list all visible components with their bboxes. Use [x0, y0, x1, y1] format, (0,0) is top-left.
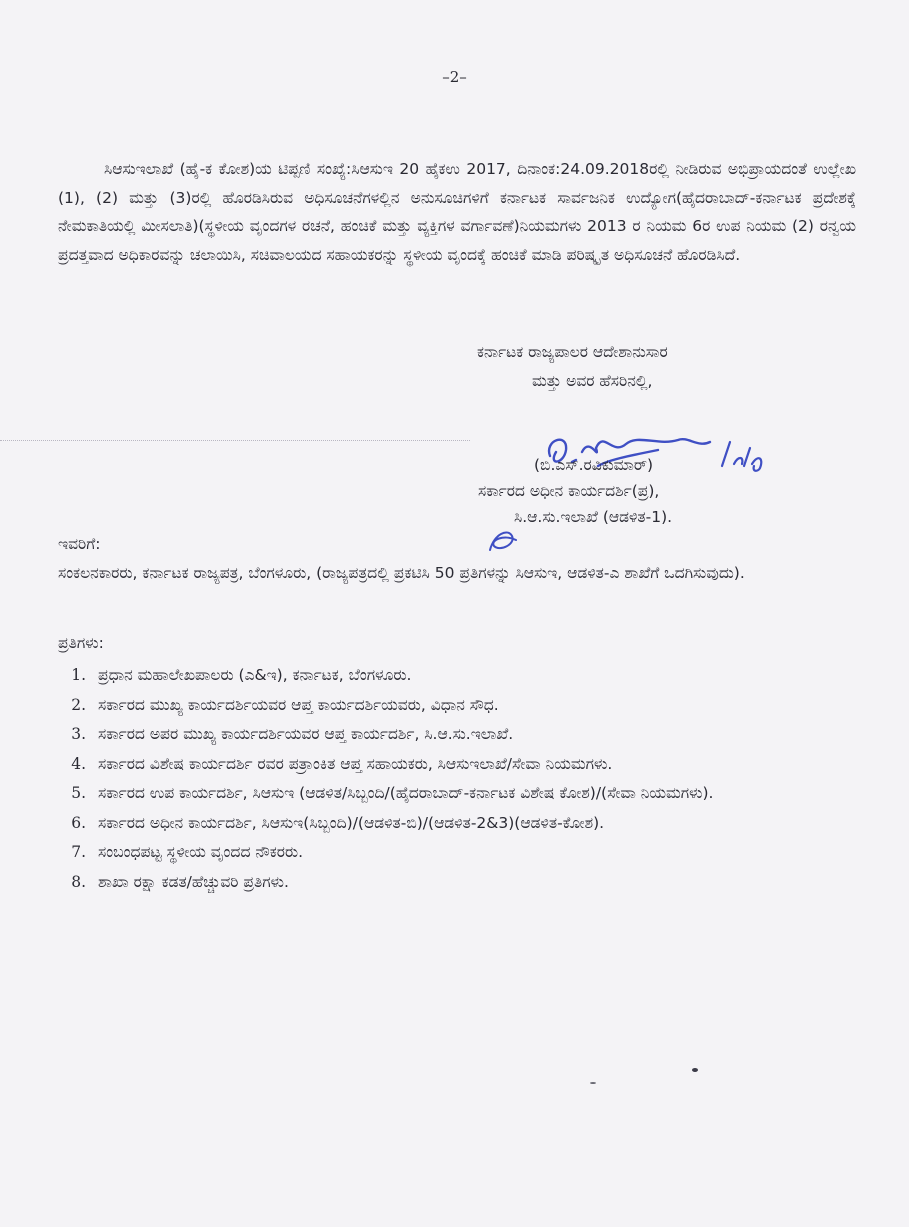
item-number: 4. [71, 754, 86, 773]
signatory-name: (ಬಿ.ಎಸ್.ರವಿಕುಮಾರ್) [534, 456, 654, 474]
initial-mark [486, 526, 520, 556]
list-item [58, 693, 888, 719]
copies-list [58, 663, 888, 899]
designation: ಸರ್ಕಾರದ ಅಧೀನ ಕಾರ್ಯದರ್ಶಿ(ಪ್ರ), [478, 482, 660, 500]
item-text: ಶಾಖಾ ರಕ್ಷಾ ಕಡತ/ಹೆಚ್ಚುವರಿ ಪ್ರತಿಗಳು. [98, 872, 289, 891]
list-item [58, 840, 888, 866]
scan-speck [590, 1082, 596, 1084]
item-text: ಪ್ರಧಾನ ಮಹಾಲೇಖಪಾಲರು (ಎ&ಇ), ಕರ್ನಾಟಕ, ಬೆಂಗಳೂರು. [98, 666, 412, 684]
item-number: 6. [71, 813, 86, 832]
body-paragraph: ಸಿಆಸುಇಲಾಖೆ (ಹೈ-ಕ ಕೋಶ)ಯ ಟಿಪ್ಪಣಿ ಸಂಖ್ಯೆ:ಸಿಆಸುಇ 20 ಹೈಕಉ 2017, ದಿನಾಂಕ:24.09.2018ರಲ್ಲಿ ನೀಡಿರುವ ಅಭಿಪ್ರಾಯದಂತೆ ಉಲ್ಲೇಖ (1), (2) ಮತ್ತು (3)ರಲ್ಲಿ ಹೊರಡಿಸಿರುವ ಅಧಿಸೂಚನೆಗಳಲ್ಲಿನ ಅನುಸೂಚಿಗಳಿಗೆ ಕರ್ನಾಟಕ ಸಾರ್ವಜನಿಕ ಉದ್ಯೋಗ(ಹೈದರಾಬಾದ್-ಕರ್ನಾಟಕ ಪ್ರದೇಶಕ್ಕೆ ನೇಮಕಾತಿಯಲ್ಲಿ ಮೀಸಲಾತಿ)(ಸ್ಥಳೀಯ ವೃಂದಗಳ ರಚನೆ, ಹಂಚಿಕೆ ಮತ್ತು ವ್ಯಕ್ತಿಗಳ ವರ್ಗಾವಣೆ)ನಿಯಮಗಳು 2013 ರ ನಿಯಮ 6ರ ಉಪ ನಿಯಮ (2) ರನ್ವಯ ಪ್ರದತ್ತವಾದ ಅಧಿಕಾರವನ್ನು ಚಲಾಯಿಸಿ, ಸಚಿವಾಲಯದ ಸಹಾಯಕರನ್ನು ಸ್ಥಳೀಯ ವೃಂದಕ್ಕೆ ಹಂಚಿಕೆ ಮಾಡಿ ಪರಿಷ್ಕೃತ ಅಧಿಸೂಚನೆ ಹೊರಡಿಸಿದೆ. [58, 160, 856, 264]
item-text: ಸರ್ಕಾರದ ಅಧೀನ ಕಾರ್ಯದರ್ಶಿ, ಸಿಆಸುಇ(ಸಿಬ್ಬಂದಿ)/(ಆಡಳಿತ-ಬಿ)/(ಆಡಳಿತ-2&3)(ಆಡಳಿತ-ಕೋಶ). [98, 813, 605, 832]
dotted-divider [0, 440, 470, 441]
item-number: 1. [71, 666, 86, 684]
scan-speck [692, 1068, 698, 1072]
list-item [58, 722, 888, 748]
item-text: ಸರ್ಕಾರದ ಮುಖ್ಯ ಕಾರ್ಯದರ್ಶಿಯವರ ಆಪ್ತ ಕಾರ್ಯದರ್ಶಿಯವರು, ವಿಧಾನ ಸೌಧ. [98, 695, 499, 714]
item-text: ಸರ್ಕಾರದ ಅಪರ ಮುಖ್ಯ ಕಾರ್ಯದರ್ಶಿಯವರ ಆಪ್ತ ಕಾರ್ಯದರ್ಶಿ, ಸಿ.ಆ.ಸು.ಇಲಾಖೆ. [98, 725, 514, 743]
page-number: –2– [442, 68, 467, 86]
to-label: ಇವರಿಗೆ: [58, 535, 101, 553]
list-item [58, 752, 888, 778]
list-item [58, 870, 888, 896]
list-item [58, 811, 888, 837]
item-number: 7. [71, 843, 86, 861]
copies-label: ಪ್ರತಿಗಳು: [58, 634, 104, 652]
item-number: 2. [71, 695, 86, 714]
list-item [58, 663, 888, 689]
to-recipient: ಸಂಕಲನಕಾರರು, ಕರ್ನಾಟಕ ರಾಜ್ಯಪತ್ರ, ಬೆಂಗಳೂರು, (ರಾಜ್ಯಪತ್ರದಲ್ಲಿ ಪ್ರಕಟಿಸಿ 50 ಪ್ರತಿಗಳನ್ನು ಸಿಆಸುಇ, ಆಡಳಿತ-ಎ ಶಾಖೆಗೆ ಒದಗಿಸುವುದು). [58, 564, 745, 582]
department: ಸಿ.ಆ.ಸು.ಇಲಾಖೆ (ಆಡಳಿತ-1). [514, 508, 673, 526]
item-text: ಸರ್ಕಾರದ ಉಪ ಕಾರ್ಯದರ್ಶಿ, ಸಿಆಸುಇ (ಆಡಳಿತ/ಸಿಬ್ಬಂದಿ/(ಹೈದರಾಬಾದ್-ಕರ್ನಾಟಕ ವಿಶೇಷ ಕೋಶ)/(ಸೇವಾ ನಿಯಮಗಳು). [98, 784, 714, 802]
item-text: ಸಂಬಂಧಪಟ್ಟ ಸ್ಥಳೀಯ ವೃಂದದ ನೌಕರರು. [98, 843, 303, 861]
item-number: 8. [71, 872, 86, 891]
closing-line-2: ಮತ್ತು ಅವರ ಹೆಸರಿನಲ್ಲಿ, [532, 372, 653, 390]
item-text: ಸರ್ಕಾರದ ವಿಶೇಷ ಕಾರ್ಯದರ್ಶಿ ರವರ ಪತ್ರಾಂಕಿತ ಆಪ್ತ ಸಹಾಯಕರು, ಸಿಆಸುಇಲಾಖೆ/ಸೇವಾ ನಿಯಮಗಳು. [98, 754, 613, 773]
item-number: 5. [71, 784, 86, 802]
item-number: 3. [71, 725, 86, 743]
list-item [58, 781, 888, 807]
closing-line-1: ಕರ್ನಾಟಕ ರಾಜ್ಯಪಾಲರ ಆದೇಶಾನುಸಾರ [477, 343, 668, 361]
